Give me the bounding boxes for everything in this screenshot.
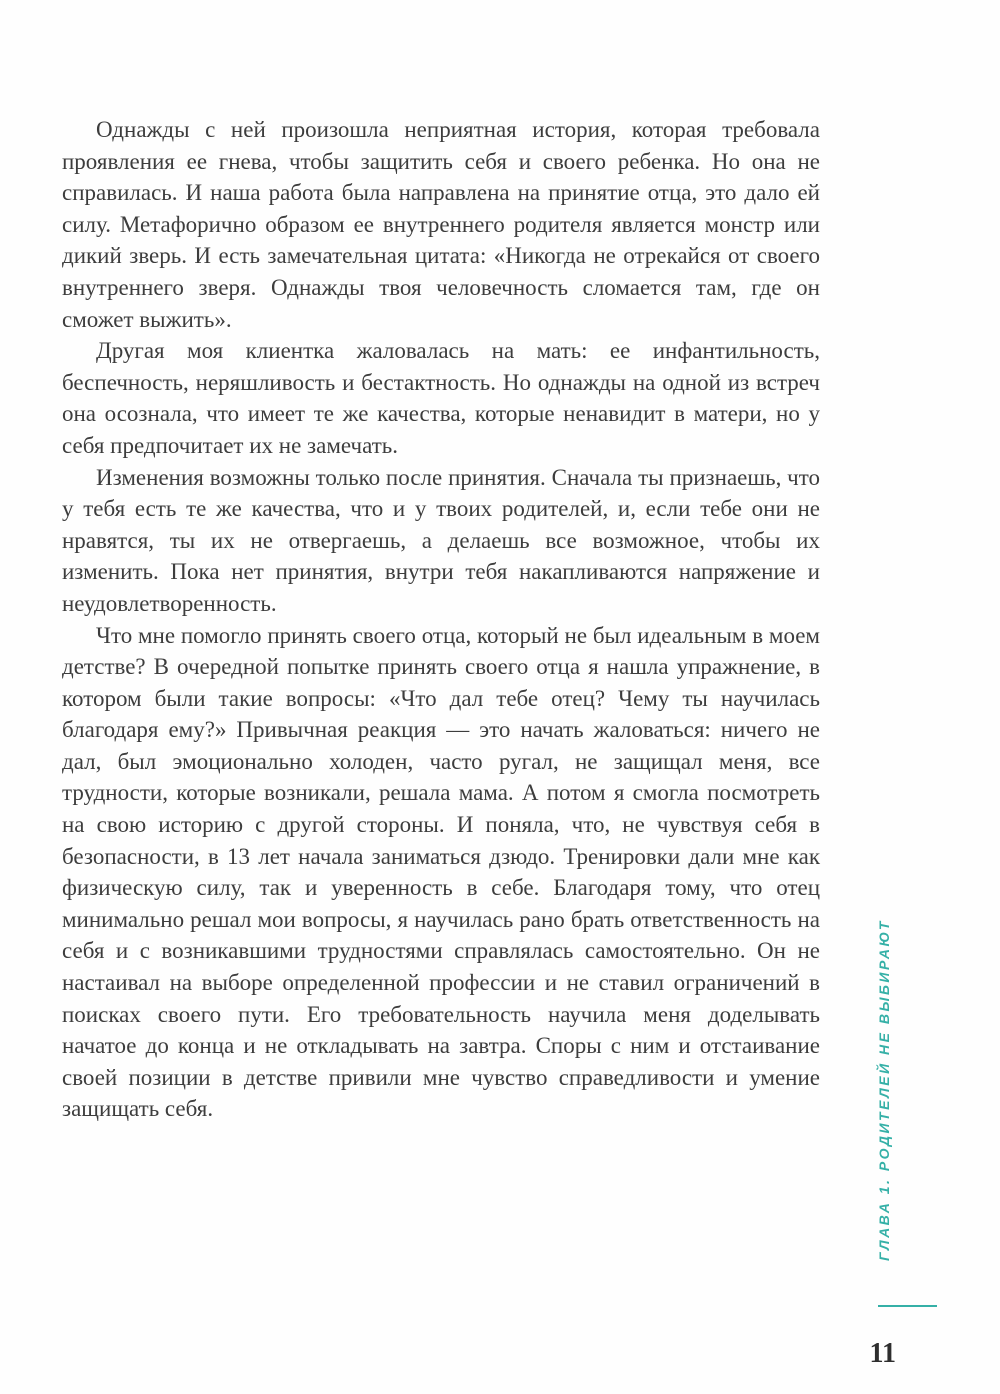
paragraph: Изменения возможны только после принятия. Сначала ты признаешь, что у тебя есть те же качества, что и у твоих родителей, и, если тебе они не нравятся, ты их не отвергаешь, а делаешь все возможное, чтобы их изменить. Пока нет принятия, внутри тебя накапливаются напряжение и неудовлетворенность.	[62, 464, 820, 616]
paragraph: Что мне помогло принять своего отца, который не был идеальным в моем детстве? В очередной попытке принять своего отца я нашла упражнение, в котором были такие вопросы: «Что дал тебе отец? Чему ты научилась благодаря ему?» Привычная реакция — это начать жаловаться: ничего не дал, был эмоционально холоден, часто ругал, не защищал меня, все трудности, которые возникали, решала мама. А потом я смогла посмотреть на свою историю с другой стороны. И поняла, что, не чувствуя себя в безопасности, в 13 лет начала заниматься дзюдо. Тренировки дали мне как физическую силу, так и уверенность в себе. Благодаря тому, что отец минимально решал мои вопросы, я научилась рано брать ответственность на себя и с возникавшими трудностями справлялась самостоятельно. Он не настаивал на выборе определенной профессии и не ставил ограничений в поисках своего пути. Его требовательность научила меня доделывать начатое до конца и не откладывать на завтра. Споры с ним и отстаивание своей позиции в детстве привили мне чувство справедливости и умение защищать себя.	[62, 622, 820, 1122]
footer-rule	[878, 1305, 937, 1307]
chapter-running-head: ГЛАВА 1. РОДИТЕЛЕЙ НЕ ВЫБИРАЮТ	[876, 919, 892, 1261]
body-text	[62, 114, 820, 1125]
paragraph: Однажды с ней произошла неприятная история, которая требовала проявления ее гнева, чтобы защитить себя и своего ребенка. Но она не справилась. И наша работа была направлена на принятие отца, это дало ей силу. Метафорично образом ее внутреннего родителя является монстр или дикий зверь. И есть замечательная цитата: «Никогда не отрекайся от своего внутреннего зверя. Однажды твоя человечность сломается там, где он сможет выжить».	[62, 117, 820, 332]
paragraph: Другая моя клиентка жаловалась на мать: ее инфантильность, беспечность, неряшливость и бестактность. Но однажды на одной из встреч она осознала, что имеет те же качества, которые ненавидит в матери, но у себя предпочитает их не замечать.	[62, 338, 820, 458]
page-number: 11	[869, 1338, 896, 1369]
